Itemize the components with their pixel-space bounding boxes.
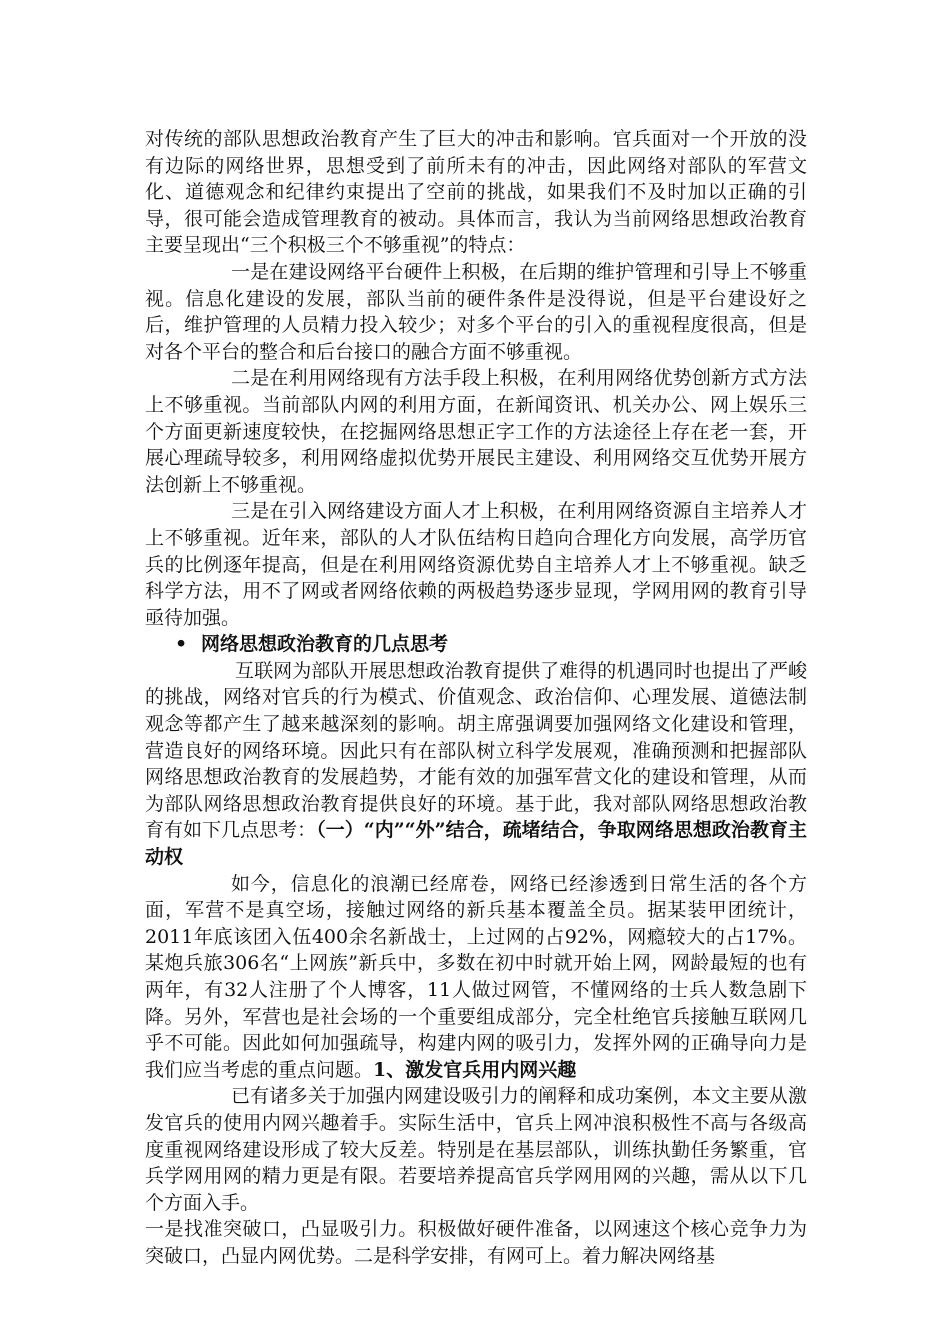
paragraph-cases: 已有诸多关于加强内网建设吸引力的阐释和成功案例，本文主要从激发官兵的使用内网兴趣着手。实际生活中，官兵上网冲浪积极性不高与各级高度重视网络建设形成了较大反差。特别是在基层部队，训练执勤任务繁重，官兵学网用网的精力更是有限。若要培养提高官兵学网用网的兴趣，需从以下几个方面入手。 (145, 1085, 807, 1214)
paragraph-situation (145, 871, 807, 1084)
bullet-icon: • (175, 633, 188, 656)
paragraph-thoughts-text: 互联网为部队开展思想政治教育提供了难得的机遇同时也提出了严峻的挑战，网络对官兵的行为模式、价值观念、政治信仰、心理发展、道德法制观念等都产生了越来越深刻的影响。胡主席强调要加强网络文化建设和管理，营造良好的网络环境。因此只有在部队树立科学发展观，准确预测和把握部队网络思想政治教育的发展趋势，才能有效的加强军营文化的建设和管理，从而为部队网络思想政治教育提供良好的环境。基于此，我对部队网络思想政治教育有如下几点思考： (145, 659, 807, 842)
paragraph-situation-text: 如今，信息化的浪潮已经席卷，网络已经渗透到日常生活的各个方面，军营不是真空场，接触过网络的新兵基本覆盖全员。据某装甲团统计，2011年底该团入伍400余名新战士，上过网的占92%，网瘾较大的占17%。某炮兵旅306名“上网族”新兵中，多数在初中时就开始上网，网龄最短的也有两年，有32人注册了个人博客，11人做过网管，不懂网络的士兵人数急剧下降。另外，军营也是社会场的一个重要组成部分，完全杜绝官兵接触互联网几乎不可能。因此如何加强疏导，构建内网的吸引力，发挥外网的正确导向力是我们应当考虑的重点问题。 (145, 872, 807, 1081)
paragraph-thoughts (145, 658, 807, 871)
paragraph-point-three: 三是在引入网络建设方面人才上积极，在利用网络资源自主培养人才上不够重视。近年来，部队的人才队伍结构日趋向合理化方向发展，高学历官兵的比例逐年提高，但是在利用网络资源优势自主培养人才上不够重视。缺乏科学方法，用不了网或者网络依赖的两极趋势逐步显现，学网用网的教育引导亟待加强。 (145, 500, 807, 629)
subheading-one: （一）“内”“外”结合，疏堵结合，争取网络思想政治教育主动权 (145, 819, 807, 869)
paragraph-point-two: 二是在利用网络现有方法手段上积极，在利用网络优势创新方式方法上不够重视。当前部队内网的利用方面，在新闻资讯、机关办公、网上娱乐三个方面更新速度较快，在挖掘网络思想正字工作的方法途径上存在老一套，开展心理疏导较多，利用网络虚拟优势开展民主建设、利用网络交互优势开展方法创新上不够重视。 (145, 367, 807, 496)
paragraph-measures: 一是找准突破口，凸显吸引力。积极做好硬件准备，以网速这个核心竞争力为突破口，凸显内网优势。二是科学安排，有网可上。着力解决网络基 (145, 1218, 807, 1267)
document-body (145, 126, 807, 1270)
subheading-interest: 1、激发官兵用内网兴趣 (373, 1058, 577, 1081)
paragraph-point-one: 一是在建设网络平台硬件上积极，在后期的维护管理和引导上不够重视。信息化建设的发展，部队当前的硬件条件是没得说，但是平台建设好之后，维护管理的人员精力投入较少；对多个平台的引入的重视程度很高，但是对各个平台的整合和后台接口的融合方面不够重视。 (145, 260, 807, 363)
section-heading-text: 网络思想政治教育的几点思考 (201, 633, 449, 656)
paragraph-intro: 对传统的部队思想政治教育产生了巨大的冲击和影响。官兵面对一个开放的没有边际的网络世界，思想受到了前所未有的冲击，因此网络对部队的军营文化、道德观念和纪律约束提出了空前的挑战，如果我们不及时加以正确的引导，很可能会造成管理教育的被动。具体而言，我认为当前网络思想政治教育主要呈现出“三个积极三个不够重视”的特点： (145, 128, 807, 257)
section-heading (145, 631, 807, 658)
